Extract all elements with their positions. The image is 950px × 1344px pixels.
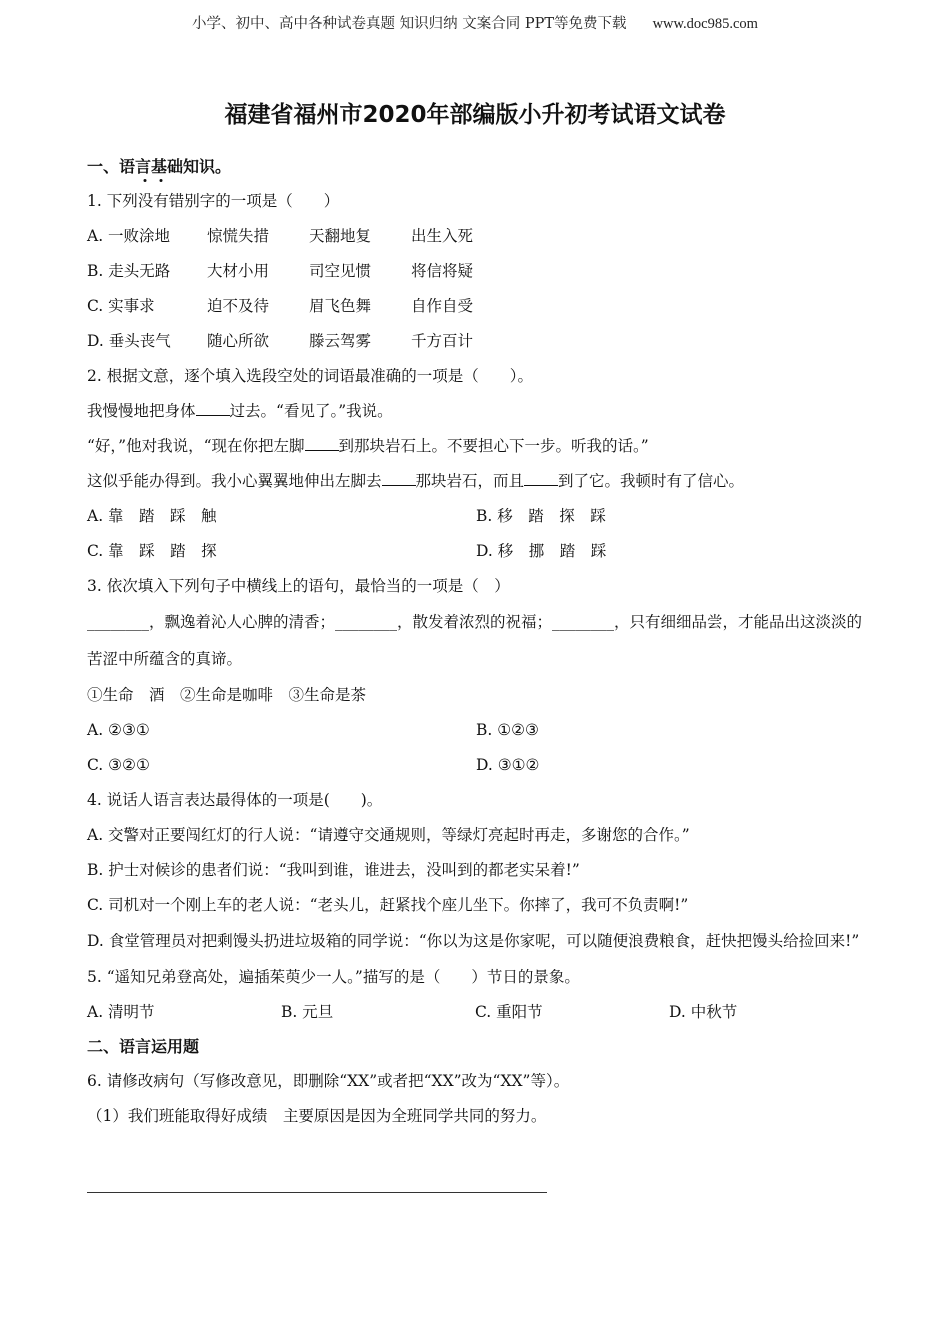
question-2-option-c[interactable]: C. 靠 踩 踏 探	[87, 542, 217, 560]
question-1-option-b[interactable]: B. 走头无路 大材小用 司空见惯 将信将疑	[87, 262, 474, 280]
question-2-passage-line-1: 我慢慢地把身体 过去。“看见了。”我说。	[87, 394, 867, 429]
question-5-option-a[interactable]: A. 清明节	[87, 1003, 155, 1021]
question-2-passage-line-3: 这似乎能办得到。我小心翼翼地伸出左脚去 那块岩石，而且 到了它。我顿时有了信心。	[87, 464, 867, 499]
section-1-heading: 一、语言基础知识。	[87, 157, 232, 176]
answer-line[interactable]	[87, 1192, 547, 1193]
question-3-option-a[interactable]: A. ②③①	[87, 721, 150, 739]
question-6-sub-1: （1）我们班能取得好成绩 主要原因是因为全班同学共同的努力。	[87, 1107, 547, 1125]
question-3-option-d[interactable]: D. ③①②	[476, 756, 540, 774]
question-3-options-row-2	[87, 748, 867, 783]
question-3-option-b[interactable]: B. ①②③	[476, 721, 539, 739]
question-2-options-row-2	[87, 534, 867, 569]
fill-blank	[524, 467, 558, 486]
question-2-option-b[interactable]: B. 移 踏 探 踩	[476, 507, 606, 525]
question-2-passage-line-2: “好，”他对我说，“现在你把左脚 到那块岩石上。不要担心下一步。听我的话。”	[87, 429, 867, 464]
question-1-option-c[interactable]: C. 实事求 迫不及待 眉飞色舞 自作自受	[87, 297, 474, 315]
question-1-option-d[interactable]: D. 垂头丧气 随心所欲 滕云驾雾 千方百计	[87, 332, 474, 350]
question-1-stem: 1. 下列没有错别字的一项是（ ）	[87, 184, 867, 219]
question-5-option-b[interactable]: B. 元旦	[281, 1003, 334, 1021]
document-body	[87, 150, 867, 1134]
section-2-heading: 二、语言运用题	[87, 1037, 200, 1056]
question-4-stem: 4. 说话人语言表达最得体的一项是( )。	[87, 791, 383, 809]
question-3-option-c[interactable]: C. ③②①	[87, 756, 150, 774]
fill-blank	[196, 397, 230, 416]
question-4-option-c[interactable]: C. 司机对一个刚上车的老人说：“老头儿，赶紧找个座儿坐下。你摔了，我可不负责啊!”	[87, 896, 689, 914]
question-2-options-row-1	[87, 499, 867, 534]
question-4-option-b[interactable]: B. 护士对候诊的患者们说：“我叫到谁，谁进去，没叫到的都老实呆着!”	[87, 861, 580, 879]
question-3-passage: ________，飘逸着沁人心脾的清香；________，散发着浓烈的祝福；________，只有细细品尝，才能品出这淡淡的苦涩中所蕴含的真谛。	[87, 613, 863, 668]
fill-blank	[382, 467, 416, 486]
question-3-options-row-1	[87, 713, 867, 748]
question-2-stem: 2. 根据文意，逐个填入选段空处的词语最准确的一项是（ ）。	[87, 367, 533, 385]
question-1-option-a[interactable]: A. 一败涂地 惊慌失措 天翻地复 出生入死	[87, 227, 474, 245]
header-text: 小学、初中、高中各种试卷真题 知识归纳 文案合同 PPT等免费下载	[192, 16, 627, 32]
header-site[interactable]: www.doc985.com	[652, 16, 758, 32]
question-4-option-d[interactable]: D. 食堂管理员对把剩馒头扔进垃圾箱的同学说：“你以为这是你家呢，可以随便浪费粮食，赶快把馒头给捡回来!”	[87, 932, 860, 950]
question-6-stem: 6. 请修改病句（写修改意见，即删除“XX”或者把“XX”改为“XX”等）。	[87, 1072, 570, 1090]
question-5-option-c[interactable]: C. 重阳节	[475, 1003, 543, 1021]
page-title: 福建省福州市2020年部编版小升初考试语文试卷	[224, 102, 726, 128]
question-2-option-d[interactable]: D. 移 挪 踏 踩	[476, 542, 607, 560]
page-header	[0, 12, 950, 33]
question-3-stem: 3. 依次填入下列句子中横线上的语句，最恰当的一项是（ ）	[87, 577, 510, 595]
question-4-option-a[interactable]: A. 交警对正要闯红灯的行人说：“请遵守交通规则，等绿灯亮起时再走，多谢您的合作。”	[87, 826, 690, 844]
question-5-options	[87, 995, 867, 1030]
question-3-choices: ①生命 酒 ②生命是咖啡 ③生命是茶	[87, 686, 367, 704]
question-2-option-a[interactable]: A. 靠 踏 踩 触	[87, 507, 217, 525]
question-5-stem: 5. “遥知兄弟登高处，遍插茱萸少一人。”描写的是（ ）节日的景象。	[87, 968, 580, 986]
question-5-option-d[interactable]: D. 中秋节	[669, 1003, 738, 1021]
fill-blank	[305, 432, 339, 451]
